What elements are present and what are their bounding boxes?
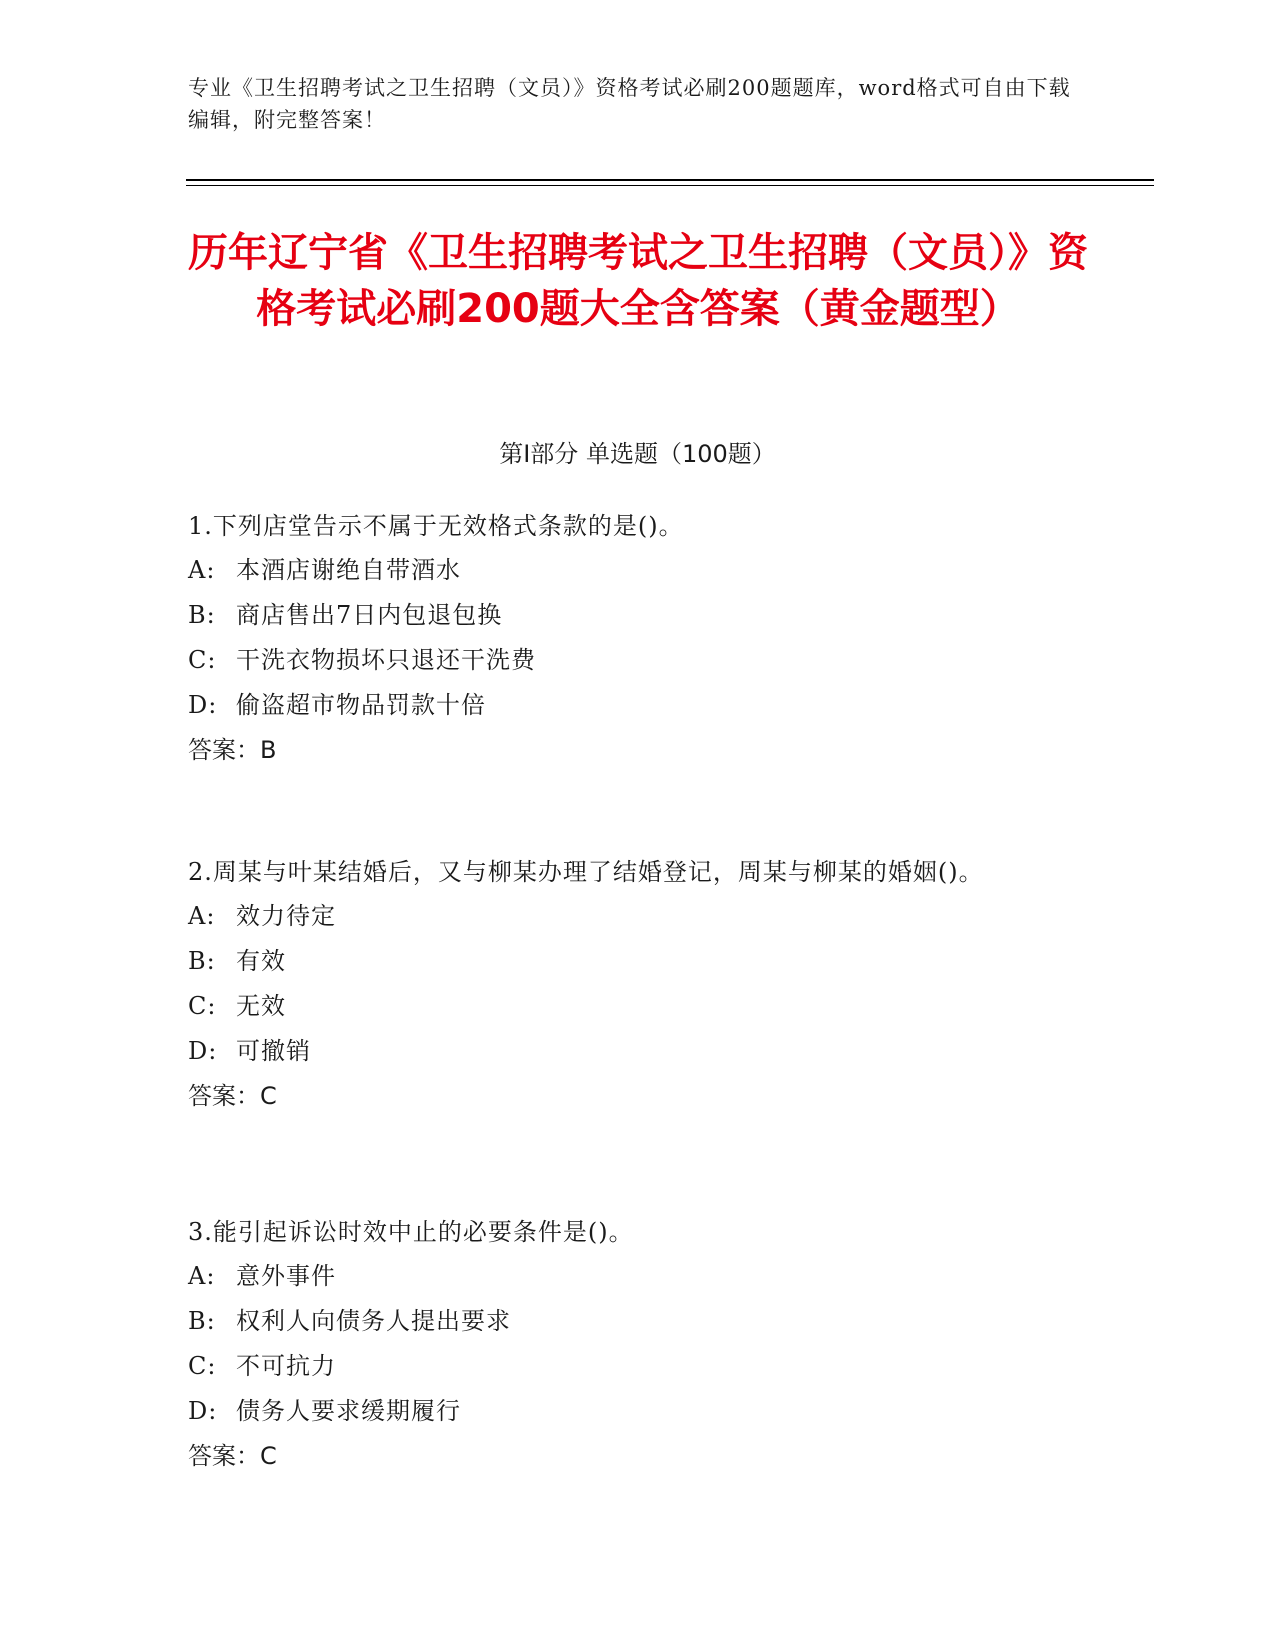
option-text: 干洗衣物损坏只退还干洗费 [236, 646, 536, 674]
option-text: 本酒店谢绝自带酒水 [236, 556, 461, 584]
option-letter: C: [188, 646, 217, 674]
option-a [188, 1254, 1068, 1299]
question-2 [188, 850, 1068, 1119]
option-letter: D: [188, 1397, 218, 1425]
option-d [188, 1029, 1068, 1074]
option-text: 不可抗力 [236, 1352, 336, 1380]
option-b [188, 593, 1068, 638]
header-divider-thin [186, 185, 1154, 186]
option-letter: B: [188, 601, 216, 629]
question-1 [188, 504, 1068, 773]
option-text: 债务人要求缓期履行 [236, 1397, 461, 1425]
option-letter: A: [188, 556, 216, 584]
option-b [188, 939, 1068, 984]
option-text: 效力待定 [236, 902, 336, 930]
option-letter: A: [188, 1262, 216, 1290]
option-text: 商店售出7日内包退包换 [236, 601, 503, 629]
answer-label: 答案：B [188, 736, 277, 764]
option-text: 无效 [236, 992, 286, 1020]
option-letter: D: [188, 1037, 218, 1065]
option-text: 意外事件 [236, 1262, 336, 1290]
answer-label: 答案：C [188, 1082, 277, 1110]
question-stem: 3.能引起诉讼时效中止的必要条件是()。 [188, 1218, 634, 1246]
question-stem: 1.下列店堂告示不属于无效格式条款的是()。 [188, 512, 684, 540]
option-b [188, 1299, 1068, 1344]
option-text: 可撤销 [236, 1037, 311, 1065]
option-d [188, 683, 1068, 728]
question-3 [188, 1210, 1068, 1479]
option-letter: D: [188, 691, 218, 719]
option-d [188, 1389, 1068, 1434]
section-heading: 第I部分 单选题（100题） [499, 440, 776, 468]
option-letter: C: [188, 1352, 217, 1380]
option-a [188, 894, 1068, 939]
option-letter: A: [188, 902, 216, 930]
option-text: 有效 [236, 947, 286, 975]
header-note: 专业《卫生招聘考试之卫生招聘（文员）》资格考试必刷200题题库，word格式可自由下载编辑，附完整答案！ [188, 76, 1071, 132]
option-a [188, 548, 1068, 593]
option-letter: C: [188, 992, 217, 1020]
option-c [188, 984, 1068, 1029]
option-letter: B: [188, 1307, 216, 1335]
answer-label: 答案：C [188, 1442, 277, 1470]
header-divider-thick [186, 179, 1154, 181]
question-stem: 2.周某与叶某结婚后，又与柳某办理了结婚登记，周某与柳某的婚姻()。 [188, 858, 984, 886]
document-title: 历年辽宁省《卫生招聘考试之卫生招聘（文员）》资格考试必刷200题大全含答案（黄金题型） [188, 230, 1088, 332]
option-c [188, 638, 1068, 683]
option-text: 权利人向债务人提出要求 [236, 1307, 511, 1335]
option-text: 偷盗超市物品罚款十倍 [236, 691, 486, 719]
option-c [188, 1344, 1068, 1389]
option-letter: B: [188, 947, 216, 975]
